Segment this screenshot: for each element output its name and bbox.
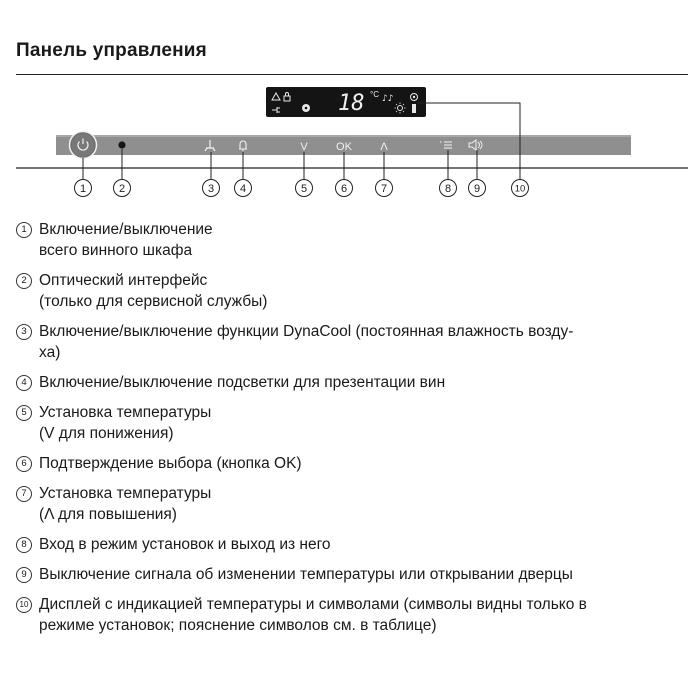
legend-line: (Λ для повышения) bbox=[39, 506, 177, 523]
legend-item-7 bbox=[16, 483, 688, 525]
optical-interface bbox=[118, 141, 125, 148]
svg-text:9: 9 bbox=[473, 183, 481, 195]
legend-line: Включение/выключение подсветки для презентации вин bbox=[39, 374, 446, 391]
callout-1 bbox=[75, 180, 92, 197]
callout-4 bbox=[235, 180, 252, 197]
callout-10 bbox=[512, 180, 529, 197]
svg-text:7: 7 bbox=[380, 183, 388, 195]
callout-3 bbox=[203, 180, 220, 197]
temperature-readout: 18 bbox=[338, 91, 365, 116]
svg-text:1: 1 bbox=[79, 183, 87, 195]
legend-line: всего винного шкафа bbox=[39, 242, 193, 259]
legend-item-6 bbox=[16, 453, 688, 474]
svg-text:6: 6 bbox=[340, 183, 348, 195]
legend-line: Подтверждение выбора (кнопка OK) bbox=[39, 455, 302, 472]
page-title: Панель управления bbox=[16, 40, 207, 61]
legend-number: 3 bbox=[16, 324, 32, 340]
legend-list bbox=[16, 219, 688, 645]
callout-7 bbox=[376, 180, 393, 197]
legend-number: 1 bbox=[16, 222, 32, 238]
callout-9 bbox=[469, 180, 486, 197]
callout-2 bbox=[114, 180, 131, 197]
legend-item-3 bbox=[16, 321, 688, 363]
legend-number: 6 bbox=[16, 456, 32, 472]
callout-markers bbox=[75, 180, 529, 197]
legend-number: 7 bbox=[16, 486, 32, 502]
callout-6 bbox=[336, 180, 353, 197]
legend-line: режиме установок; пояснение символов см. в таблице) bbox=[39, 617, 437, 634]
legend-line: (V для понижения) bbox=[39, 425, 174, 442]
legend-item-5 bbox=[16, 402, 688, 444]
legend-line: Включение/выключение функции DynaCool (постоянная влажность возду- bbox=[39, 323, 574, 340]
legend-line: Оптический интерфейс bbox=[39, 272, 208, 289]
legend-item-2 bbox=[16, 270, 688, 312]
legend-item-4 bbox=[16, 372, 688, 393]
legend-line: Вход в режим установок и выход из него bbox=[39, 536, 331, 553]
legend-line: (только для сервисной службы) bbox=[39, 293, 268, 310]
temperature-down-button[interactable]: V bbox=[300, 141, 308, 153]
legend-item-8 bbox=[16, 534, 688, 555]
svg-text:3: 3 bbox=[207, 183, 215, 195]
legend-line: Выключение сигнала об изменении температуры или открывании дверцы bbox=[39, 566, 573, 583]
temperature-up-button[interactable]: Λ bbox=[380, 141, 388, 153]
music-icon: ♪♪ bbox=[382, 94, 394, 104]
power-button[interactable] bbox=[70, 132, 97, 159]
ok-button[interactable]: OK bbox=[336, 141, 352, 153]
legend-item-1 bbox=[16, 219, 688, 261]
legend-line: Дисплей с индикацией температуры и символами (символы видны только в bbox=[39, 596, 587, 613]
legend-line: Включение/выключение bbox=[39, 221, 213, 238]
legend-line: ха) bbox=[39, 344, 61, 361]
legend-number: 4 bbox=[16, 375, 32, 391]
level-icon bbox=[412, 104, 416, 113]
callout-8 bbox=[440, 180, 457, 197]
legend-item-10 bbox=[16, 594, 688, 636]
legend-number: 8 bbox=[16, 537, 32, 553]
display-unit bbox=[266, 87, 426, 117]
control-panel-diagram bbox=[0, 0, 700, 210]
svg-text:10: 10 bbox=[514, 183, 526, 195]
legend-line: Установка температуры bbox=[39, 404, 212, 421]
svg-text:4: 4 bbox=[239, 183, 247, 195]
callout-5 bbox=[296, 180, 313, 197]
legend-number: 5 bbox=[16, 405, 32, 421]
legend-line: Установка температуры bbox=[39, 485, 212, 502]
legend-item-9 bbox=[16, 564, 688, 585]
svg-text:5: 5 bbox=[300, 183, 308, 195]
svg-text:8: 8 bbox=[444, 183, 452, 195]
legend-number: 9 bbox=[16, 567, 32, 583]
temperature-unit: °C bbox=[370, 90, 379, 99]
svg-text:2: 2 bbox=[118, 183, 126, 195]
legend-number: 10 bbox=[16, 597, 32, 613]
legend-number: 2 bbox=[16, 273, 32, 289]
